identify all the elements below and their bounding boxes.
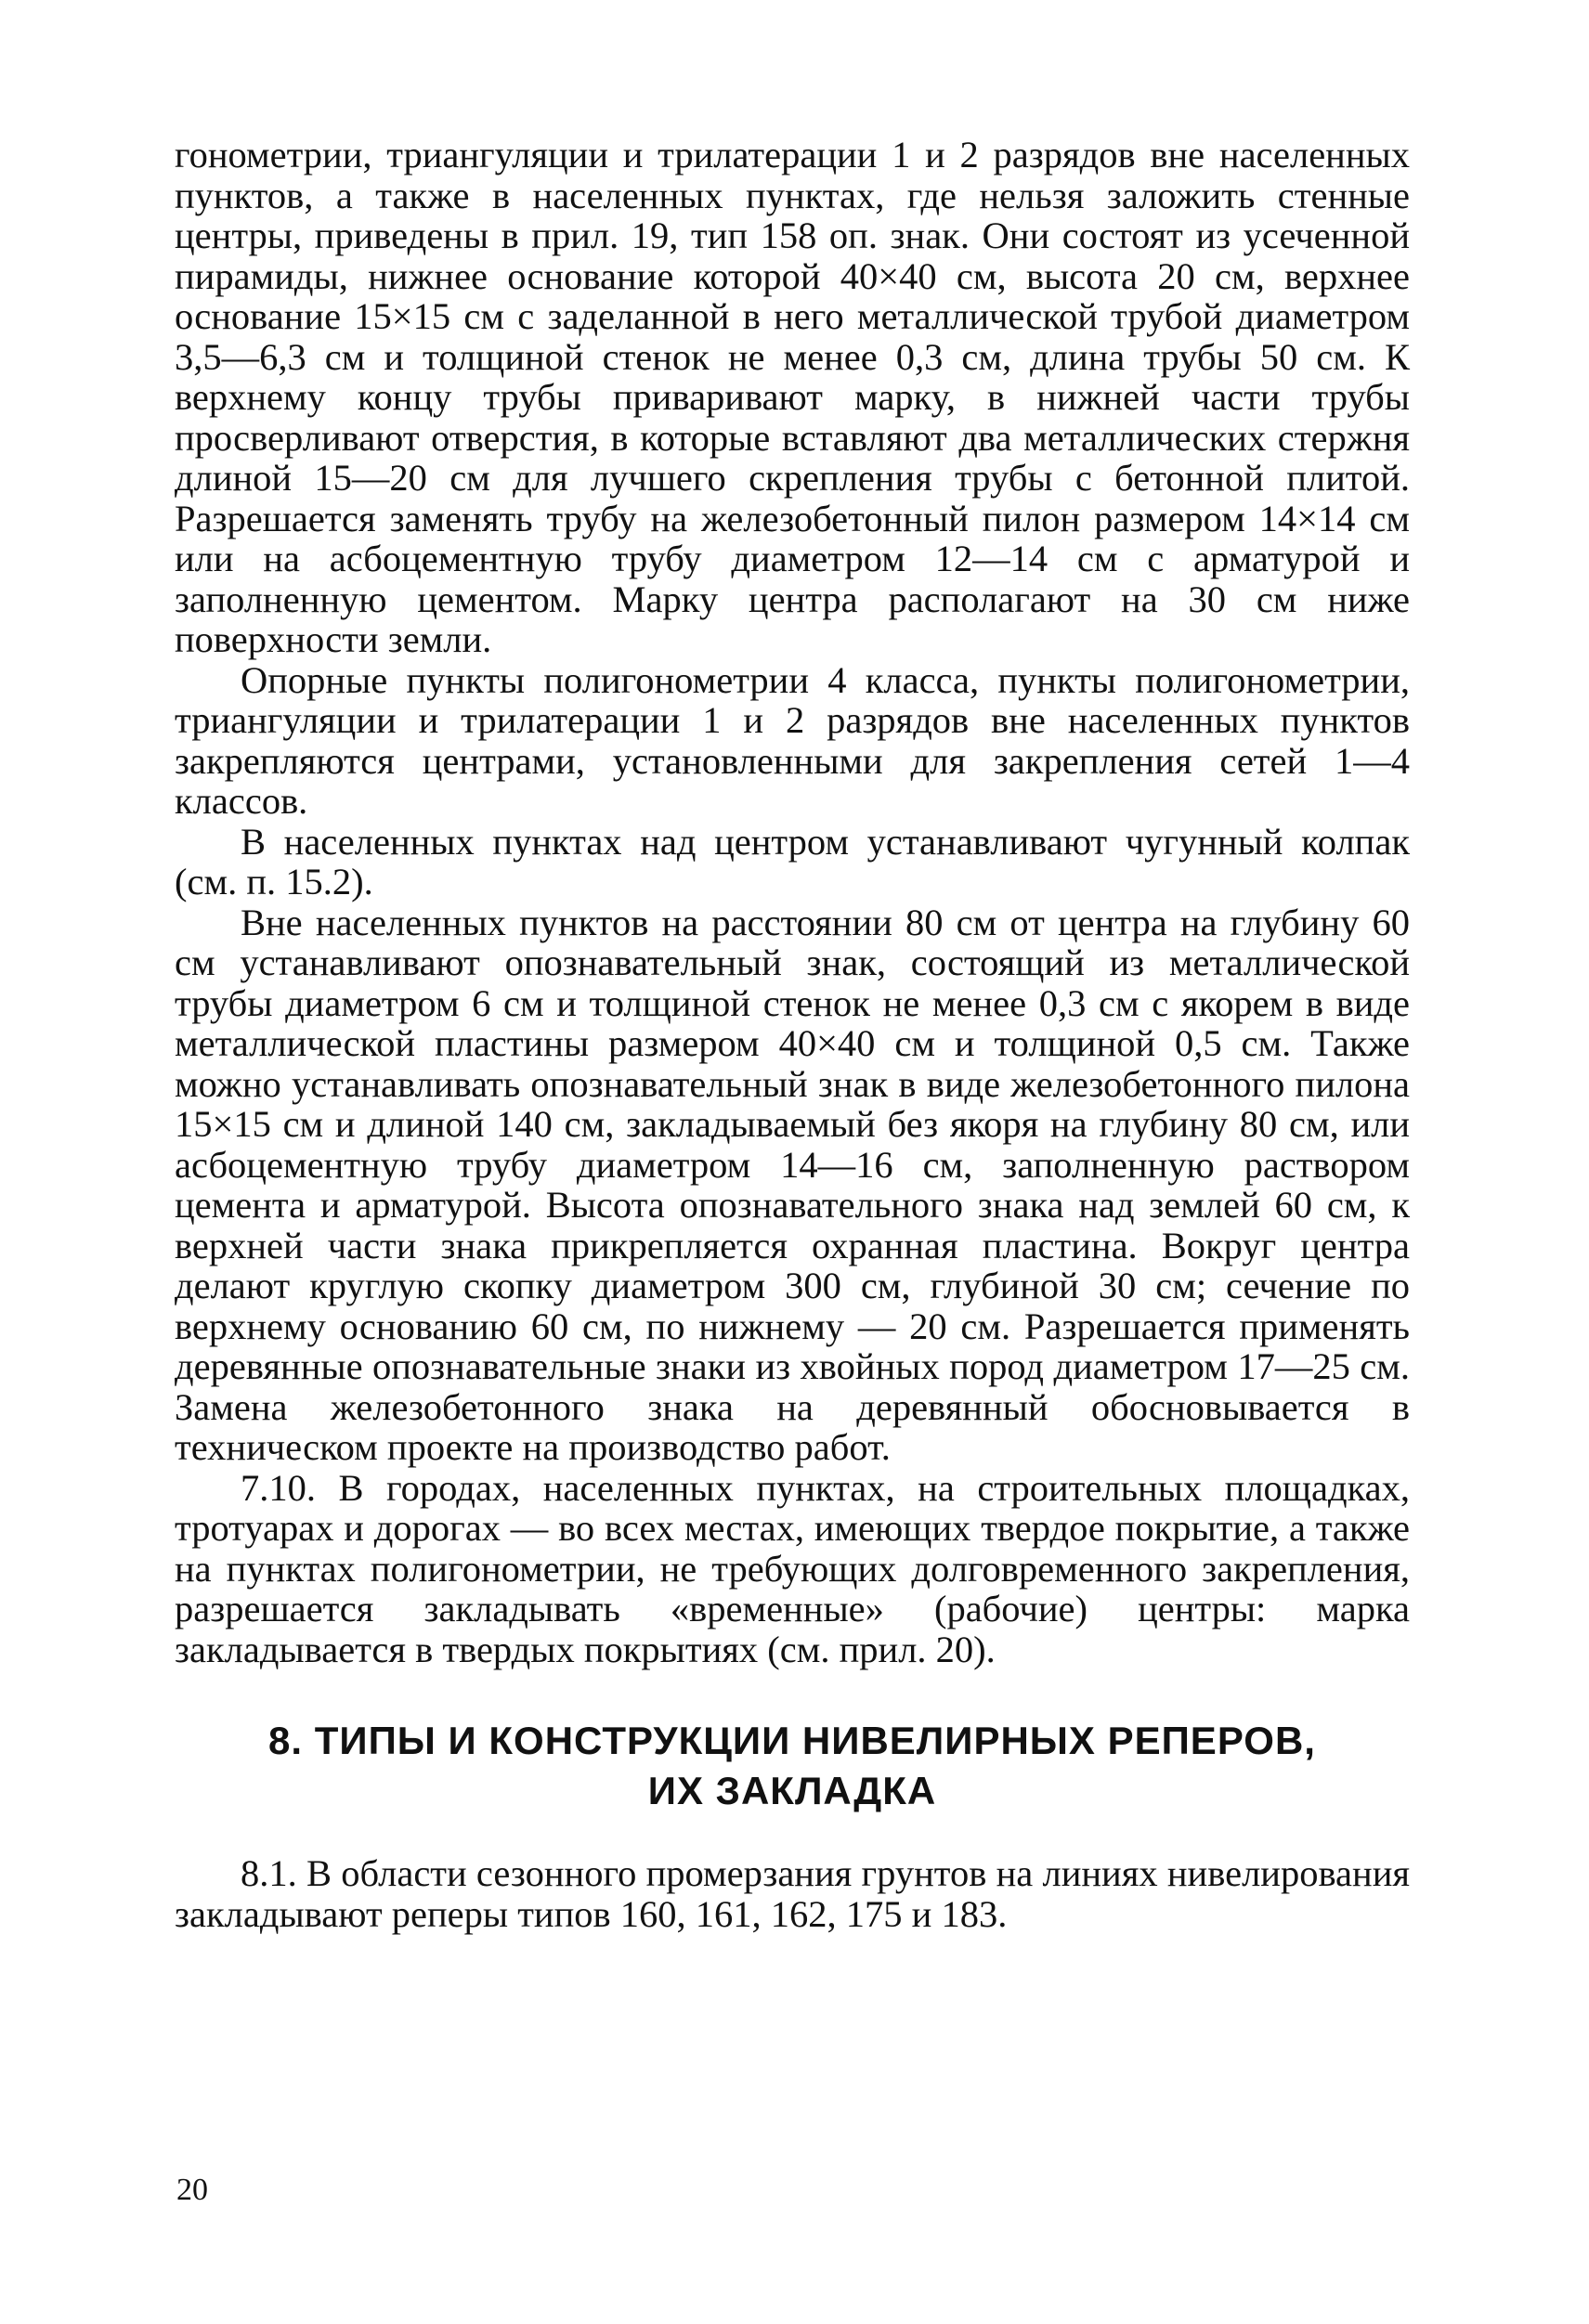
section-heading — [175, 1716, 1410, 1816]
page-content — [175, 135, 1410, 1934]
paragraph-identification-sign: Вне населенных пунктов на расстоянии 80 см от центра на глубину 60 см устанавливают опознавательный знак, состоящий из металлической трубы диаметром 6 см и толщиной стенок не менее 0,3 см с якорем в виде металлической пластины размером 40×40 см и толщиной 0,5 см. Также можно устанавливать опознавательный знак в виде железобетонного пилона 15×15 см и длиной 140 см, закладываемый без якоря на глубину 80 см, или асбоцементную трубу диаметром 14—16 см, заполненную раствором цемента и арматурой. Высота опознавательного знака над землей 60 см, к верхней части знака прикрепляется охранная пластина. Вокруг центра делают круглую скопку диаметром 300 см, глубиной 30 см; сечение по верхнему основанию 60 см, по нижнему — 20 см. Разрешается применять деревянные опознавательные знаки из хвойных пород диаметром 17—25 см. Замена железобетонного знака на деревянный обосновывается в техническом проекте на производство работ. — [175, 901, 1410, 1468]
section-heading-line-1: 8. ТИПЫ И КОНСТРУКЦИИ НИВЕЛИРНЫХ РЕПЕРОВ, — [268, 1719, 1316, 1762]
paragraph-cast-iron-cap: В населенных пунктах над центром устанавливают чугунный колпак (см. п. 15.2). — [175, 820, 1410, 902]
paragraph-7-10: 7.10. В городах, населенных пунктах, на строительных площадках, тротуарах и дорогах — во всех местах, имеющих твердое покрытие, а также на пунктах полигонометрии, не требующих долговременного закрепления, разрешается закладывать «временные» (рабочие) центры: марка закладывается в твердых покрытиях (см. прил. 20). — [175, 1466, 1410, 1670]
paragraph-8-1: 8.1. В области сезонного промерзания грунтов на линиях нивелирования закладывают реперы типов 160, 161, 162, 175 и 183. — [175, 1852, 1410, 1935]
page-number: 20 — [176, 2173, 208, 2207]
section-heading-line-2: ИХ ЗАКЛАДКА — [647, 1769, 937, 1812]
paragraph-continued: гонометрии, триангуляции и трилатерации 1 и 2 разрядов вне населенных пунктов, а также в населенных пунктах, где нельзя заложить стенные центры, приведены в прил. 19, тип 158 оп. знак. Они состоят из усеченной пирамиды, нижнее основание которой 40×40 см, высота 20 см, верхнее основание 15×15 см с заделанной в него металлической трубой диаметром 3,5—6,3 см и толщиной стенок не менее 0,3 см, длина трубы 50 см. К верхнему концу трубы приваривают марку, в нижней части трубы просверливают отверстия, в которые вставляют два металлических стержня длиной 15—20 см для лучшего скрепления трубы с бетонной плитой. Разрешается заменять трубу на железобетонный пилон размером 14×14 см или на асбоцементную трубу диаметром 12—14 см с арматурой и заполненную цементом. Марку центра располагают на 30 см ниже поверхности земли. — [175, 134, 1410, 660]
paragraph-reference-points: Опорные пункты полигонометрии 4 класса, пункты полигонометрии, триангуляции и трилатерации 1 и 2 разрядов вне населенных пунктов закрепляются центрами, установленными для закрепления сетей 1—4 классов. — [175, 658, 1410, 822]
